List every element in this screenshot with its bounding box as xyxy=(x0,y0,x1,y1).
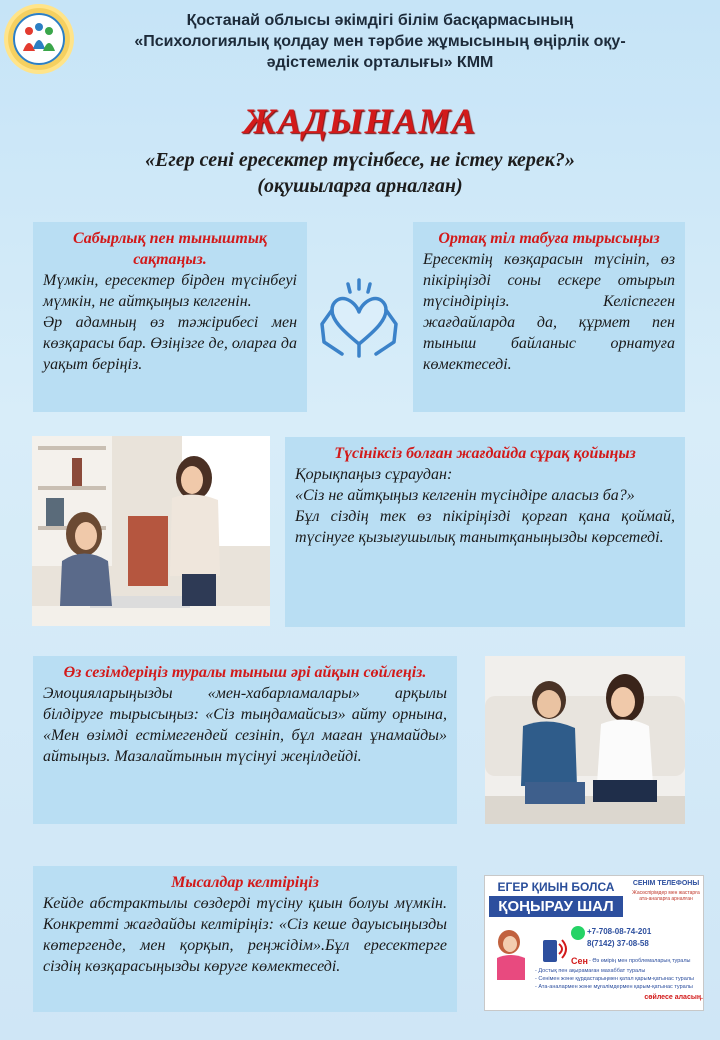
page-title: ЖАДЫНАМА xyxy=(243,101,477,141)
subtitle-line-2: (оқушыларға арналған) xyxy=(257,175,463,197)
header-line-3: әдістемелік орталығы» КММ xyxy=(266,54,494,71)
helpline-topic-2: - Достық пен ақырамаған махаббат туралы xyxy=(535,968,646,974)
trust-phone-subtitle: Жасөспірімдер мен жастарға ата-аналарға арналған xyxy=(632,890,700,902)
tip-text: Әр адамның өз тәжірибесі мен көзқарасы бар. Өзіңізге де, оларға да уақыт беріңіз. xyxy=(43,314,297,373)
helpline-phone-1: +7-708-08-74-201 xyxy=(587,927,652,936)
helpline-topic-1: - Өз өмірің мен проблемаларың туралы xyxy=(589,958,691,964)
whatsapp-icon xyxy=(571,926,585,940)
tip-text: Эмоцияларыңызды «мен-хабарламалары» арқылы білдіруге тырысыңыз: «Сіз тыңдамайсыз» айту орнына, «Мен өзімді естімегендей сезініп, бұл маған ұнамайды» айтыңыз. Мазалайтынын түсінуі жеңілдейді. xyxy=(43,685,447,765)
header-line-1: Қостанай облысы әкімдігі білім басқармасының xyxy=(186,12,574,29)
helpline-banner-line2: ҚОҢЫРАУ ШАЛ xyxy=(489,896,623,917)
tip-text: Қорықпаңыз сұраудан: xyxy=(295,466,453,483)
helpline-poster xyxy=(484,875,704,1011)
subtitle-line-1: «Егер сені ересектер түсінбесе, не істеу керек?» xyxy=(145,149,575,171)
tip-heading: Өз сезімдеріңіз туралы тыныш әрі айқын сөйлеңіз. xyxy=(63,664,427,681)
tip-heading: Сабырлық пен тыныштық сақтаңыз. xyxy=(72,230,268,268)
helpline-topic-4: - Ата-аналармен және мұғалімдермен қарым-қатынас туралы xyxy=(535,984,693,990)
heart-hands-icon xyxy=(312,272,406,366)
tip-heading: Түсініксіз болған жағдайда сұрақ қойыңыз xyxy=(334,445,636,462)
helpline-footer: сөйлесе аласың. xyxy=(644,994,703,1001)
trust-phone-title: СЕНІМ ТЕЛЕФОНЫ xyxy=(632,880,700,887)
tip-card-give-examples xyxy=(33,866,457,1012)
tip-text: Кейде абстрактылы сөздерді түсіну қиын болуы мүмкін. Конкретті жағдайды келтіріңіз: «Сіз кеше дауысыңызды көтергенде, мен қорқып, реңжідім».Бұл ересектерге сіздің көзқарасыңызды көруге көмектеседі. xyxy=(43,895,447,975)
tip-text: Мүмкін, ересектер бірден түсінбеуі мүмкін, не айтқыңыз келгенін. xyxy=(43,272,297,310)
tip-card-express-feelings xyxy=(33,656,457,824)
tip-heading: Мысалдар келтіріңіз xyxy=(171,874,319,891)
people-logo-icon xyxy=(11,11,67,67)
header-line-2: «Психологиялық қолдау мен тәрбие жұмысының өңірлік оқу- xyxy=(134,33,626,50)
helpline-sen: Сен xyxy=(571,956,588,966)
helpline-banner-line1: ЕГЕР ҚИЫН БОЛСА xyxy=(497,880,615,894)
tip-text: «Сіз не айтқыңыз келгенін түсіндіре аласыз ба?» xyxy=(295,487,635,504)
tip-card-calm xyxy=(33,222,307,412)
photo-mother-son-sitting xyxy=(485,656,685,824)
tip-heading: Ортақ тіл табуға тырысыңыз xyxy=(438,230,660,247)
tip-card-ask-questions xyxy=(285,437,685,627)
center-logo xyxy=(4,4,74,74)
tip-card-common-language xyxy=(413,222,685,412)
page-subtitle xyxy=(60,147,660,199)
helpline-topic-3: - Сенімен және құрдастарыңмен қатал қарым-қатынас туралы xyxy=(535,976,694,982)
tip-text: Бұл сіздің тек өз пікіріңізді қорғап қана қоймай, түсінуге қызығушылық танытқаныңызды көрсетеді. xyxy=(295,508,675,546)
organization-header xyxy=(80,10,680,73)
phone-signal-icon xyxy=(535,934,569,964)
helpline-phone-2: 8(7142) 37-08-58 xyxy=(587,939,649,948)
girl-with-phone-image xyxy=(491,928,531,980)
photo-mother-daughter-talking xyxy=(32,436,270,626)
tip-text: Ересектің көзқарасын түсініп, өз пікіріңізді соны ескере отырып түсіндіріңіз. Келіспеген жағдайларда да, құрмет пен тыныш байланыс орнатуға көмектеседі. xyxy=(423,251,675,373)
helpline-banner xyxy=(485,876,625,922)
